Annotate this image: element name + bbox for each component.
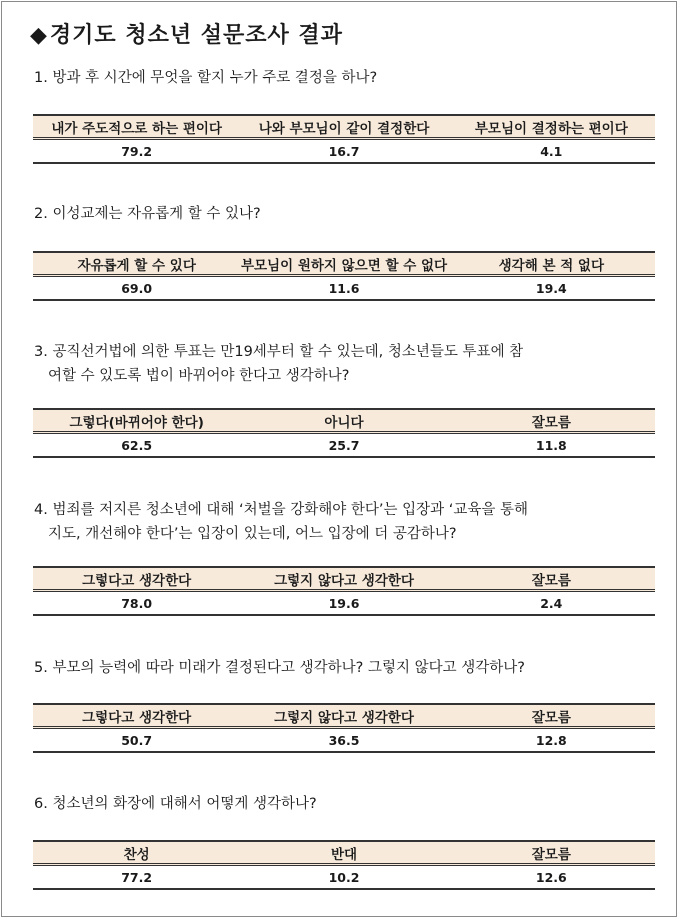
question-4-line-1: 4. 범죄를 저지른 청소년에 대해 ‘처벌을 강화해야 한다’는 입장과 ‘교육을 통해 (34, 502, 528, 518)
survey-table-6 (33, 840, 655, 890)
column-header: 내가 주도적으로 하는 편이다 (51, 120, 222, 137)
question-2-text: 2. 이성교제는 자유롭게 할 수 있나? (34, 206, 261, 222)
value-cell: 19.4 (535, 280, 567, 296)
table-values-row (33, 277, 655, 299)
table-header-row (33, 253, 655, 277)
value-cell: 10.2 (328, 869, 360, 885)
column-header: 잘모름 (531, 846, 571, 863)
question-6-text: 6. 청소년의 화장에 대해서 어떻게 생각하나? (34, 796, 317, 812)
table-values-row (33, 866, 655, 888)
question-5-text: 5. 부모의 능력에 따라 미래가 결정된다고 생각하나? 그렇지 않다고 생각하나? (34, 660, 525, 676)
table-values-row (33, 592, 655, 614)
value-cell: 25.7 (328, 437, 360, 453)
question-5 (34, 656, 525, 680)
value-cell: 79.2 (121, 143, 153, 159)
value-cell: 11.6 (328, 280, 360, 296)
value-cell: 62.5 (121, 437, 153, 453)
table-header-row (33, 116, 655, 140)
column-header: 찬성 (123, 846, 150, 863)
survey-table-3 (33, 408, 655, 458)
value-cell: 16.7 (328, 143, 360, 159)
column-header: 자유롭게 할 수 있다 (77, 257, 196, 274)
value-cell: 11.8 (535, 437, 567, 453)
table-header-row (33, 842, 655, 866)
question-3 (34, 340, 523, 388)
value-cell: 50.7 (121, 732, 153, 748)
table-header-row (33, 410, 655, 434)
table-values-row (33, 729, 655, 751)
column-header: 반대 (330, 846, 358, 863)
column-header: 부모님이 원하지 않으면 할 수 없다 (240, 257, 448, 274)
value-cell: 78.0 (121, 595, 153, 611)
table-header-row (33, 568, 655, 592)
question-3-line-2: 여할 수 있도록 법이 바뀌어야 한다고 생각하나? (48, 368, 350, 384)
column-header: 그렇다고 생각한다 (82, 709, 192, 726)
column-header: 잘모름 (531, 572, 571, 589)
page-title-text: 경기도 청소년 설문조사 결과 (49, 23, 343, 48)
survey-table-2 (33, 251, 655, 301)
table-values-row (33, 140, 655, 162)
survey-table-5 (33, 703, 655, 753)
column-header: 부모님이 결정하는 편이다 (474, 120, 628, 137)
table-header-row (33, 705, 655, 729)
value-cell: 69.0 (121, 280, 153, 296)
column-header: 그렇다(바뀌어야 한다) (69, 414, 204, 431)
question-4 (34, 498, 528, 546)
column-header: 나와 부모님이 같이 결정한다 (258, 120, 430, 137)
column-header: 그렇지 않다고 생각한다 (274, 572, 414, 589)
column-header: 잘모름 (531, 709, 571, 726)
value-cell: 19.6 (328, 595, 360, 611)
table-values-row (33, 434, 655, 456)
column-header: 그렇다고 생각한다 (82, 572, 192, 589)
question-1 (34, 66, 377, 90)
column-header: 그렇지 않다고 생각한다 (274, 709, 414, 726)
question-2 (34, 202, 261, 226)
column-header: 생각해 본 적 없다 (498, 257, 605, 274)
question-4-line-2: 지도, 개선해야 한다’는 입장이 있는데, 어느 입장에 더 공감하나? (48, 526, 457, 542)
value-cell: 4.1 (540, 143, 563, 159)
question-1-text: 1. 방과 후 시간에 무엇을 할지 누가 주로 결정을 하나? (34, 70, 378, 86)
diamond-icon: ◆ (30, 23, 48, 48)
page-title (30, 18, 343, 49)
question-3-line-1: 3. 공직선거법에 의한 투표는 만19세부터 할 수 있는데, 청소년들도 투표에 참 (34, 344, 524, 360)
survey-table-4 (33, 566, 655, 616)
survey-table-1 (33, 114, 655, 164)
column-header: 잘모름 (531, 414, 571, 431)
question-6 (34, 792, 317, 816)
value-cell: 2.4 (540, 595, 563, 611)
value-cell: 77.2 (121, 869, 153, 885)
column-header: 아니다 (324, 414, 364, 431)
value-cell: 36.5 (328, 732, 360, 748)
value-cell: 12.6 (535, 869, 567, 885)
value-cell: 12.8 (535, 732, 567, 748)
